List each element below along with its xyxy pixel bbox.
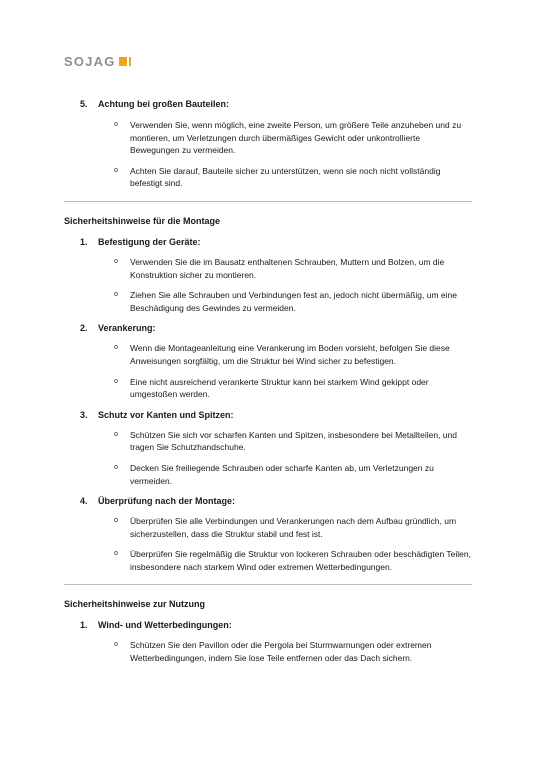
item-number: 5. bbox=[80, 99, 88, 109]
bullet-item: o Schützen Sie den Pavillon oder die Pergola bei Sturmwarnungen oder extremen Wetterbedingungen, indem Sie lose Teile entfernen oder das Dach sichern. bbox=[114, 640, 432, 664]
numbered-heading: 1. Wind- und Wetterbedingungen: bbox=[80, 620, 232, 631]
bullet-item: o Überprüfen Sie alle Verbindungen und Verankerungen nach dem Aufbau gründlich, um sicherzustellen, dass die Struktur stabil und fest ist. bbox=[114, 516, 457, 539]
item-title: Achtung bei großen Bauteilen: bbox=[98, 99, 230, 109]
sojag-logo bbox=[64, 54, 131, 69]
bullet-item: o Eine nicht ausreichend verankerte Struktur kann bei starkem Wind gekippt oder umgestoßen werden. bbox=[114, 376, 429, 400]
bullet-item: o Verwenden Sie, wenn möglich, eine zweite Person, um größere Teile anzuheben und zu montieren, um Verletzungen durch übermäßiges Gewicht oder unkontrollierte Bewegungen zu vermeiden. bbox=[114, 120, 462, 156]
section-title: Sicherheitshinweise zur Nutzung bbox=[64, 599, 206, 610]
bullet-list bbox=[64, 429, 472, 487]
bullet-list bbox=[64, 256, 472, 314]
numbered-heading: 4. Überprüfung nach der Montage: bbox=[80, 496, 235, 507]
logo-text: SOJAG bbox=[64, 54, 116, 69]
bullet-list bbox=[64, 639, 472, 664]
bullet-item: o Überprüfen Sie regelmäßig die Struktur von lockeren Schrauben oder beschädigten Teilen, insbesondere nach starkem Wind oder extremen Wetterbedingungen. bbox=[114, 549, 471, 572]
logo-mark-icon bbox=[119, 57, 131, 66]
section-divider bbox=[64, 201, 472, 202]
bullet-item: o Wenn die Montageanleitung eine Verankerung im Boden vorsieht, befolgen Sie diese Anweisungen sorgfältig, um die Struktur bei Wind sicher zu befestigen. bbox=[114, 343, 450, 366]
numbered-heading: 2. Verankerung: bbox=[80, 323, 156, 334]
bullet-item: o Verwenden Sie die im Bausatz enthaltenen Schrauben, Muttern und Bolzen, um die Konstruktion sicher zu montieren. bbox=[114, 256, 445, 280]
bullet-list bbox=[64, 119, 472, 190]
document-body bbox=[64, 98, 472, 665]
bullet-list bbox=[64, 515, 472, 573]
numbered-heading: 1. Befestigung der Geräte: bbox=[80, 236, 201, 247]
bullet-item: o Achten Sie darauf, Bauteile sicher zu unterstützen, wenn sie noch nicht vollständig befestigt sind. bbox=[114, 165, 441, 189]
section-divider bbox=[64, 584, 472, 585]
numbered-heading bbox=[64, 98, 472, 110]
numbered-heading: 3. Schutz vor Kanten und Spitzen: bbox=[80, 409, 234, 420]
bullet-item: o Ziehen Sie alle Schrauben und Verbindungen fest an, jedoch nicht übermäßig, um eine Beschädigung des Gewindes zu vermeiden. bbox=[114, 290, 457, 313]
bullet-item: o Decken Sie freiliegende Schrauben oder scharfe Kanten ab, um Verletzungen zu vermeiden. bbox=[114, 462, 434, 486]
bullet-item: o Schützen Sie sich vor scharfen Kanten und Spitzen, insbesondere bei Metallteilen, und tragen Sie Schutzhandschuhe. bbox=[114, 429, 457, 453]
bullet-list bbox=[64, 342, 472, 400]
section-title: Sicherheitshinweise für die Montage bbox=[64, 215, 221, 226]
